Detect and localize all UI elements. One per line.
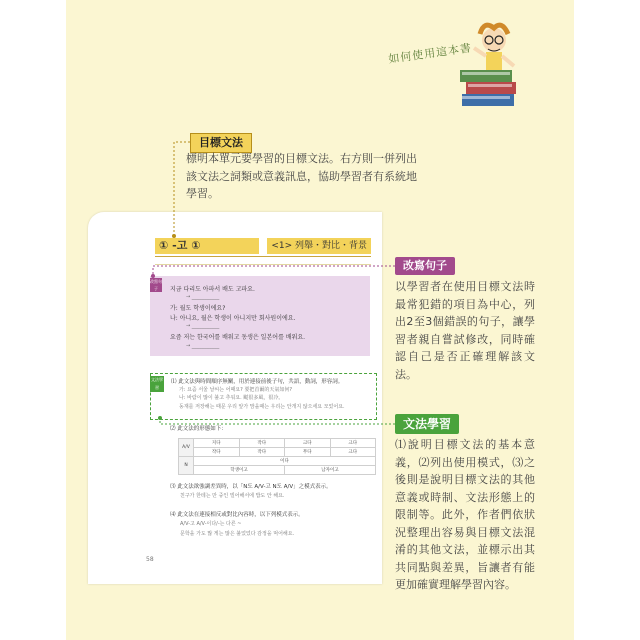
conjugation-table: A/V 지다 작다 크다 크다 작다 작다 무다 크다 N 이다 학생이고 남자이고 — [178, 438, 376, 475]
exercise-line: 지금 다리도 아파서 배도 고파요. — [170, 286, 255, 293]
grammar-example: 나: 바람이 많이 불고 추워요. 颳很多風，很冷。 — [179, 395, 284, 401]
answer-line: → ___________ — [186, 294, 220, 300]
chapter-number: ① -고 ① — [155, 238, 259, 254]
grammar-line: ⑵ 此文法的形態如下： — [170, 426, 227, 432]
grammar-line: ⑷ 此文法在連接相反或對比內容時，以下列模式表示。 — [170, 512, 304, 518]
exercise-box — [150, 276, 370, 356]
target-grammar-note: 標明本單元要學習的目標文法。右方則一併列出該文法之詞類或意義訊息，協助學習者有系統地學習。 — [186, 152, 417, 200]
grammar-example: 친구가 한테는 만 중인 빌어해서에 밥도 안 해요. — [180, 493, 285, 499]
grammar-example: 문학을 가도 많 게는 많은 불었었다 감정을 먹어해요. — [180, 531, 295, 537]
answer-line: → ___________ — [186, 343, 220, 349]
grammar-study-note: ⑴說明目標文法的基本意義，⑵列出使用模式，⑶之後則是說明目標文法的其他意義或時制、文法形態上的限制等。此外，作者們依狀況整理出容易與目標文法混淆的其他文法，並標示出其共同點與差異，旨讓者有能更加確實理解學習內容。 — [395, 438, 535, 591]
grammar-box — [150, 373, 377, 420]
exercise-badge: 改寫句子 — [150, 279, 162, 291]
grammar-example: A/V-고 A/V-이다/-는 다른 ~ — [180, 521, 242, 527]
answer-line: → ___________ — [186, 323, 220, 329]
grammar-badge: 文法學習 — [151, 377, 163, 390]
rewrite-label: 改寫句子 — [395, 257, 455, 275]
divider — [155, 264, 371, 265]
exercise-line: 가: 월도 학생이에요? — [170, 305, 226, 312]
grammar-study-label: 文法學習 — [395, 414, 459, 434]
exercise-line: 요즘 저는 한국어를 배워고 동생은 일본어를 배워요. — [170, 334, 306, 341]
rewrite-note: 以學習者在使用目標文法時最常犯錯的項目為中心，列出2至3個錯誤的句子，讓學習者親自嘗試修改，同時確認自己是否正確理解該文法。 — [395, 280, 535, 381]
target-grammar-label: 目標文法 — [190, 133, 252, 153]
exercise-line: 나: 아니요, 월은 학생이 아니지만 회사원이에요. — [170, 315, 296, 322]
chapter-tag: <1> 列舉・對比・背景 — [267, 238, 371, 254]
grammar-example: 가: 요즘 서울 날씨는 어때요? 要把首爾的天氣如何? — [179, 387, 293, 393]
grammar-line: ⑴ 此文法與時間順序無關，用於連接前後子句，共語，動詞，形容詞。 — [171, 379, 344, 385]
chapter-header — [155, 236, 371, 257]
grammar-example: 동재를 저장해는 때문 우리 앞가 맘을때는 우리는 안개지 않으세요 모었어요. — [179, 404, 345, 410]
mascot-icon — [470, 22, 520, 92]
header-title: 如何使用這本書 — [387, 41, 473, 66]
page-number: 58 — [146, 556, 154, 563]
grammar-line: ⑶ 此文法欲強調差異時，以「N도 A/V-고 N도 A/V」之模式表示。 — [170, 484, 332, 490]
